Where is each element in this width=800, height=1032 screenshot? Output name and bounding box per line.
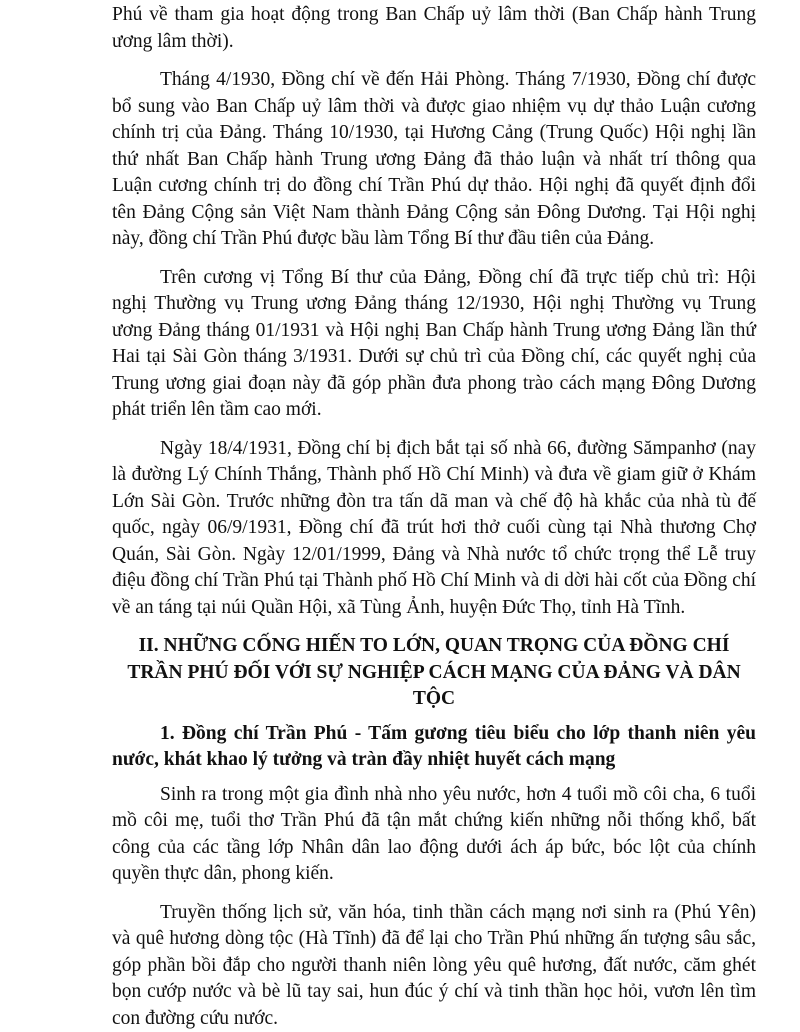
paragraph-childhood: Sinh ra trong một gia đình nhà nho yêu nước, hơn 4 tuổi mồ côi cha, 6 tuổi mồ côi mẹ, tuổi thơ Trần Phú đã tận mắt chứng kiến những nỗi thống khổ, bất công của các tầng lớp Nhân dân lao động dưới ách áp bức, bóc lột của chính quyền thực dân, phong kiến. [112, 782, 756, 888]
paragraph-general-secretary: Trên cương vị Tổng Bí thư của Đảng, Đồng chí đã trực tiếp chủ trì: Hội nghị Thường vụ Trung ương Đảng tháng 12/1930, Hội nghị Thường vụ Trung ương Đảng tháng 01/1931 và Hội nghị Ban Chấp hành Trung ương Đảng lần thứ Hai tại Sài Gòn tháng 3/1931. Dưới sự chủ trì của Đồng chí, các quyết nghị của Trung ương giai đoạn này đã góp phần đưa phong trào cách mạng Đông Dương phát triển lên tầm cao mới. [112, 265, 756, 424]
paragraph-arrest-1931: Ngày 18/4/1931, Đồng chí bị địch bắt tại số nhà 66, đường Sămpanhơ (nay là đường Lý Chính Thắng, Thành phố Hồ Chí Minh) và đưa về giam giữ ở Khám Lớn Sài Gòn. Trước những đòn tra tấn dã man và chế độ hà khắc của nhà tù đế quốc, ngày 06/9/1931, Đồng chí đã trút hơi thở cuối cùng tại Nhà thương Chợ Quán, Sài Gòn. Ngày 12/01/1999, Đảng và Nhà nước tổ chức trọng thể Lễ truy điệu đồng chí Trần Phú tại Thành phố Hồ Chí Minh và di dời hài cốt của Đồng chí về an táng tại núi Quần Hội, xã Tùng Ảnh, huyện Đức Thọ, tỉnh Hà Tĩnh. [112, 436, 756, 622]
paragraph-tradition: Truyền thống lịch sử, văn hóa, tinh thần cách mạng nơi sinh ra (Phú Yên) và quê hương dòng tộc (Hà Tĩnh) đã để lại cho Trần Phú những ấn tượng sâu sắc, góp phần bồi đắp cho người thanh niên lòng yêu quê hương, đất nước, căm ghét bọn cướp nước và bè lũ tay sai, hun đúc ý chí và tinh thần học hỏi, vươn lên tìm con đường cứu nước. [112, 900, 756, 1032]
paragraph-continued: Phú về tham gia hoạt động trong Ban Chấp uỷ lâm thời (Ban Chấp hành Trung ương lâm thời). [112, 2, 756, 55]
paragraph-haiphong-1930: Tháng 4/1930, Đồng chí về đến Hải Phòng. Tháng 7/1930, Đồng chí được bổ sung vào Ban Chấp uỷ lâm thời và được giao nhiệm vụ dự thảo Luận cương chính trị của Đảng. Tháng 10/1930, tại Hương Cảng (Trung Quốc) Hội nghị lần thứ nhất Ban Chấp hành Trung ương Đảng đã thảo luận và nhất trí thông qua Luận cương chính trị do đồng chí Trần Phú dự thảo. Hội nghị đã quyết định đổi tên Đảng Cộng sản Việt Nam thành Đảng Cộng sản Đông Dương. Tại Hội nghị này, đồng chí Trần Phú được bầu làm Tổng Bí thư đầu tiên của Đảng. [112, 67, 756, 253]
section-heading: II. NHỮNG CỐNG HIẾN TO LỚN, QUAN TRỌNG CỦA ĐỒNG CHÍ TRẦN PHÚ ĐỐI VỚI SỰ NGHIỆP CÁCH MẠNG CỦA ĐẢNG VÀ DÂN TỘC [112, 633, 756, 713]
subsection-heading: 1. Đồng chí Trần Phú - Tấm gương tiêu biểu cho lớp thanh niên yêu nước, khát khao lý tưởng và tràn đầy nhiệt huyết cách mạng [112, 721, 756, 774]
